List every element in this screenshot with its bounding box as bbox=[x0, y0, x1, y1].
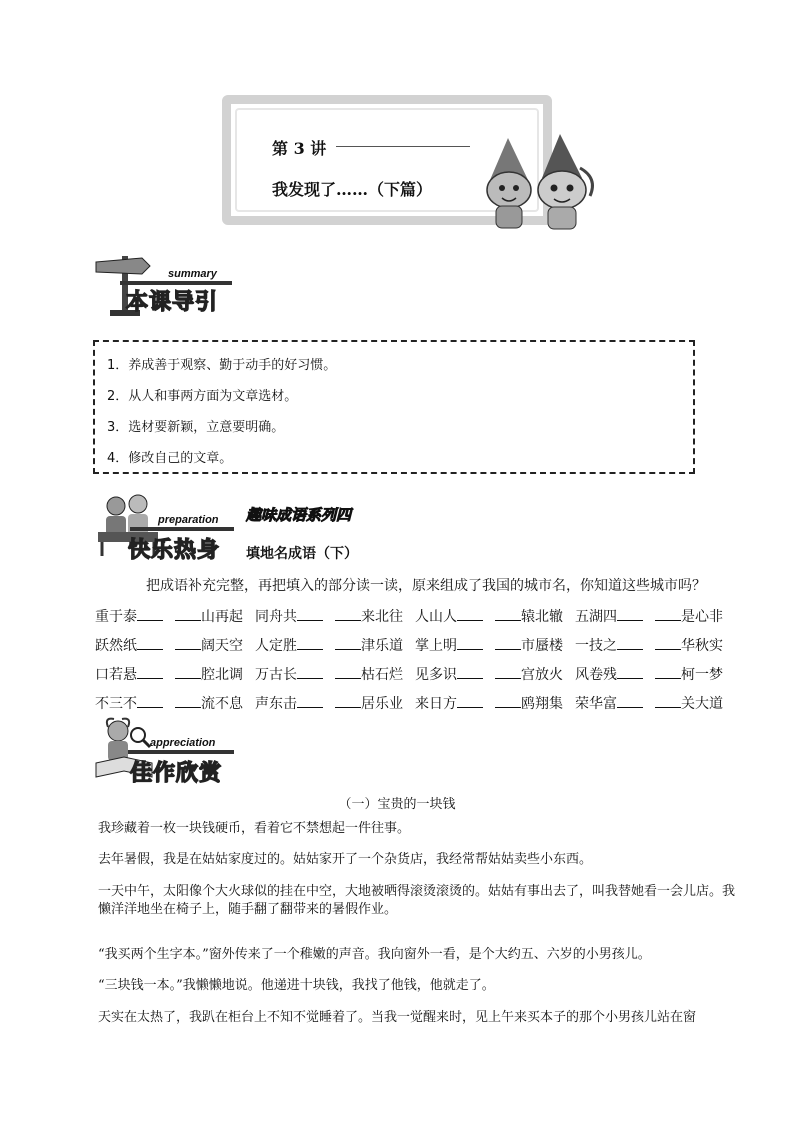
idiom-item bbox=[95, 693, 175, 713]
idiom-blank[interactable] bbox=[655, 606, 681, 621]
idiom-item bbox=[175, 606, 255, 626]
idiom-row bbox=[95, 659, 735, 688]
idiom-text: 人山人 bbox=[415, 608, 457, 625]
idiom-item bbox=[495, 664, 575, 684]
idiom-text: 荣华富 bbox=[575, 695, 617, 712]
idiom-blank[interactable] bbox=[335, 606, 361, 621]
idiom-blank[interactable] bbox=[297, 606, 323, 621]
idiom-blank[interactable] bbox=[137, 693, 163, 708]
essay-paragraph: 去年暑假，我是在姑姑家度过的。姑姑家开了一个杂货店，我经常帮姑姑卖些小东西。 bbox=[98, 852, 593, 867]
essay-paragraph: 我珍藏着一枚一块钱硬币，看着它不禁想起一件往事。 bbox=[98, 821, 411, 836]
idiom-blank[interactable] bbox=[137, 606, 163, 621]
essay-title: （一）宝贵的一块钱 bbox=[338, 797, 456, 812]
lesson-number: 第 3 讲 bbox=[272, 139, 327, 158]
idiom-text: 市蜃楼 bbox=[521, 637, 563, 654]
idiom-item bbox=[655, 606, 735, 626]
idiom-item bbox=[335, 635, 415, 655]
objective-item: 1．养成善于观察、勤于动手的好习惯。 bbox=[107, 358, 337, 373]
idiom-blank[interactable] bbox=[457, 693, 483, 708]
idiom-item bbox=[255, 693, 335, 713]
idiom-text: 风卷残 bbox=[575, 666, 617, 683]
idiom-blank[interactable] bbox=[655, 693, 681, 708]
idiom-row bbox=[95, 601, 735, 630]
idiom-text: 见多识 bbox=[415, 666, 457, 683]
idiom-blank[interactable] bbox=[175, 664, 201, 679]
idiom-blank[interactable] bbox=[297, 693, 323, 708]
idiom-item bbox=[415, 693, 495, 713]
preparation-label-en: preparation bbox=[158, 514, 219, 526]
idiom-text: 居乐业 bbox=[361, 695, 403, 712]
idiom-blank[interactable] bbox=[137, 664, 163, 679]
idiom-blank[interactable] bbox=[495, 693, 521, 708]
summary-label-zh: 本课导引 bbox=[126, 290, 219, 315]
series-title: 趣味成语系列四 bbox=[246, 506, 352, 524]
idiom-text: 辕北辙 bbox=[521, 608, 563, 625]
idiom-text: 柯一梦 bbox=[681, 666, 723, 683]
appreciation-label-zh: 佳作欣赏 bbox=[130, 761, 223, 786]
idiom-text: 津乐道 bbox=[361, 637, 403, 654]
idiom-item bbox=[335, 606, 415, 626]
idiom-row bbox=[95, 630, 735, 659]
idiom-text: 来北往 bbox=[361, 608, 403, 625]
idiom-item bbox=[175, 664, 255, 684]
idiom-text: 五湖四 bbox=[575, 608, 617, 625]
idiom-blank[interactable] bbox=[655, 635, 681, 650]
idiom-text: 流不息 bbox=[201, 695, 243, 712]
idiom-text: 声东击 bbox=[255, 695, 297, 712]
idiom-blank[interactable] bbox=[335, 635, 361, 650]
objective-item: 2．从人和事两方面为文章选材。 bbox=[107, 389, 298, 404]
idiom-blank[interactable] bbox=[175, 635, 201, 650]
idiom-text: 人定胜 bbox=[255, 637, 297, 654]
idiom-blank[interactable] bbox=[175, 606, 201, 621]
idiom-item bbox=[575, 693, 655, 713]
idiom-text: 万古长 bbox=[255, 666, 297, 683]
idiom-text: 关大道 bbox=[681, 695, 723, 712]
preparation-underline bbox=[130, 527, 234, 531]
idiom-text: 华秋实 bbox=[681, 637, 723, 654]
idiom-blank[interactable] bbox=[335, 693, 361, 708]
idiom-item bbox=[255, 664, 335, 684]
idiom-item bbox=[655, 664, 735, 684]
activity-instruction: 把成语补充完整，再把填入的部分读一读，原来组成了我国的城市名，你知道这些城市吗？ bbox=[146, 578, 706, 594]
idiom-text: 掌上明 bbox=[415, 637, 457, 654]
objective-item: 4．修改自己的文章。 bbox=[107, 451, 233, 466]
idiom-blank[interactable] bbox=[457, 664, 483, 679]
idiom-text: 阔天空 bbox=[201, 637, 243, 654]
idiom-blank[interactable] bbox=[617, 635, 643, 650]
idiom-item bbox=[415, 635, 495, 655]
appreciation-label-en: appreciation bbox=[150, 737, 216, 749]
idiom-item bbox=[575, 664, 655, 684]
essay-paragraph: “我买两个生字本。”窗外传来了一个稚嫩的声音。我向窗外一看，是个大约五、六岁的小男孩儿。 bbox=[98, 947, 651, 962]
idiom-item bbox=[415, 606, 495, 626]
idiom-item bbox=[175, 635, 255, 655]
objective-item: 3．选材要新颖，立意要明确。 bbox=[107, 420, 285, 435]
idiom-text: 同舟共 bbox=[255, 608, 297, 625]
idiom-text: 枯石烂 bbox=[361, 666, 403, 683]
idiom-item bbox=[495, 693, 575, 713]
idiom-blank[interactable] bbox=[297, 664, 323, 679]
idiom-text: 是心非 bbox=[681, 608, 723, 625]
idiom-item bbox=[255, 635, 335, 655]
idiom-text: 鸥翔集 bbox=[521, 695, 563, 712]
essay-paragraph: “三块钱一本。”我懒懒地说。他递进十块钱，我找了他钱，他就走了。 bbox=[98, 978, 495, 993]
idiom-text: 口若悬 bbox=[95, 666, 137, 683]
idiom-row bbox=[95, 688, 735, 717]
idiom-item bbox=[95, 606, 175, 626]
idiom-item bbox=[575, 606, 655, 626]
idiom-text: 跃然纸 bbox=[95, 637, 137, 654]
idiom-item bbox=[175, 693, 255, 713]
idiom-blank[interactable] bbox=[297, 635, 323, 650]
idiom-item bbox=[495, 635, 575, 655]
idiom-blank[interactable] bbox=[335, 664, 361, 679]
idiom-blank[interactable] bbox=[655, 664, 681, 679]
idiom-item bbox=[415, 664, 495, 684]
idiom-item bbox=[95, 635, 175, 655]
idiom-item bbox=[655, 693, 735, 713]
idiom-text: 宫放火 bbox=[521, 666, 563, 683]
idiom-item bbox=[335, 664, 415, 684]
idiom-blank[interactable] bbox=[457, 606, 483, 621]
idiom-blank[interactable] bbox=[175, 693, 201, 708]
idiom-blank[interactable] bbox=[495, 606, 521, 621]
idiom-grid bbox=[95, 601, 735, 717]
idiom-blank[interactable] bbox=[617, 693, 643, 708]
idiom-blank[interactable] bbox=[617, 664, 643, 679]
idiom-item bbox=[255, 606, 335, 626]
idiom-blank[interactable] bbox=[495, 635, 521, 650]
idiom-text: 腔北调 bbox=[201, 666, 243, 683]
objectives-box bbox=[93, 340, 695, 474]
summary-label-en: summary bbox=[168, 268, 217, 280]
idiom-blank[interactable] bbox=[495, 664, 521, 679]
idiom-text: 来日方 bbox=[415, 695, 457, 712]
idiom-text: 重于泰 bbox=[95, 608, 137, 625]
idiom-text: 不三不 bbox=[95, 695, 137, 712]
idiom-text: 山再起 bbox=[201, 608, 243, 625]
idiom-blank[interactable] bbox=[137, 635, 163, 650]
idiom-text: 一技之 bbox=[575, 637, 617, 654]
essay-paragraph: 一天中午，太阳像个大火球似的挂在中空，大地被晒得滚烫滚烫的。姑姑有事出去了，叫我替她看一会儿店。我懒洋洋地坐在椅子上，随手翻了翻带来的暑假作业。 bbox=[98, 884, 736, 917]
idiom-blank[interactable] bbox=[457, 635, 483, 650]
idiom-item bbox=[495, 606, 575, 626]
appreciation-underline bbox=[128, 750, 234, 754]
cartoon-mascots-icon bbox=[468, 128, 606, 236]
lesson-title: 我发现了……（下篇） bbox=[272, 180, 433, 199]
lesson-divider-line bbox=[336, 146, 470, 147]
activity-title: 填地名成语（下） bbox=[246, 546, 358, 562]
essay-paragraph: 天实在太热了，我趴在柜台上不知不觉睡着了。当我一觉醒来时，见上午来买本子的那个小男孩儿站在窗 bbox=[98, 1010, 697, 1025]
idiom-blank[interactable] bbox=[617, 606, 643, 621]
idiom-item bbox=[335, 693, 415, 713]
idiom-item bbox=[575, 635, 655, 655]
idiom-item bbox=[655, 635, 735, 655]
idiom-item bbox=[95, 664, 175, 684]
preparation-label-zh: 快乐热身 bbox=[128, 538, 221, 563]
